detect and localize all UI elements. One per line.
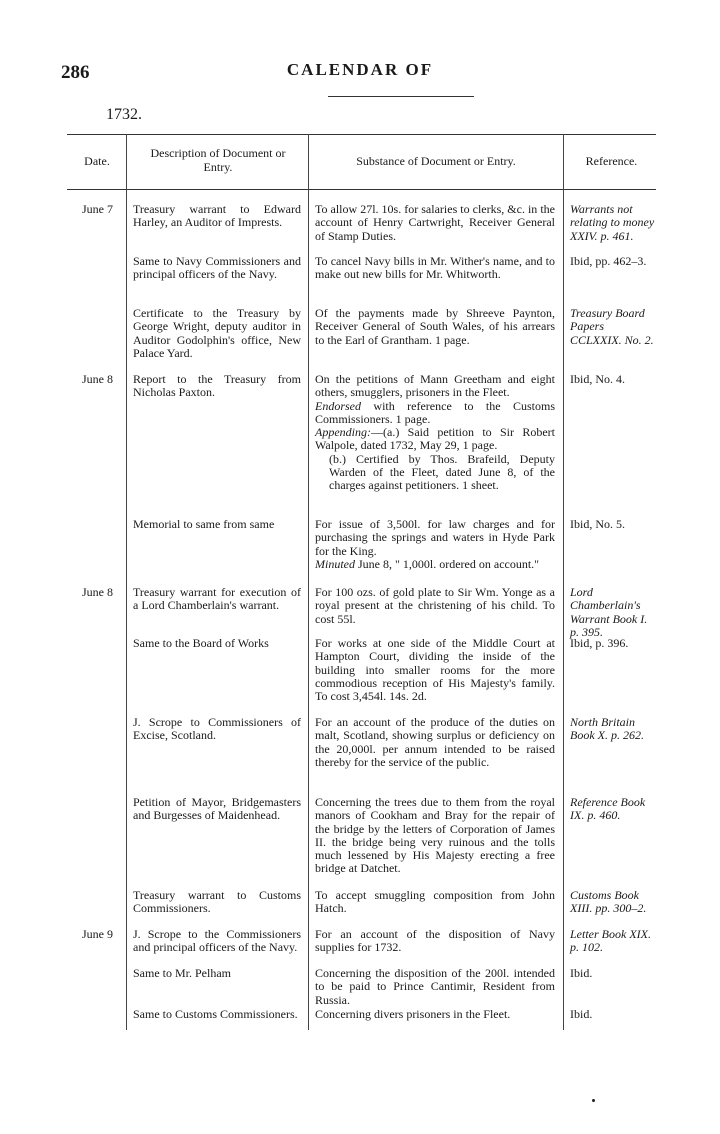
entry-description: Memorial to same from same (133, 517, 275, 531)
substance-paragraph: Concerning the trees due to them from the royal manors of Cookham and Bray for the repair of the bridge by the letters of Corporation of James II. the bridge being very ruinous and the tolls much lessened by His Majesty erecting a free bridge at Datchet. (315, 795, 555, 876)
column-divider (308, 134, 309, 1030)
header-substance: Substance of Document or Entry. (356, 154, 516, 168)
substance-paragraph: To allow 27l. 10s. for salaries to clerks, &c. in the account of Henry Cartwright, Receiver General of Stamp Duties. (315, 202, 555, 243)
table-top-rule (67, 134, 656, 135)
entry-description: Treasury warrant to Edward Harley, an Auditor of Imprests. (133, 202, 301, 230)
entry-substance (315, 928, 555, 955)
substance-paragraph: Appending:—(a.) Said petition to Sir Robert Walpole, dated 1732, May 29, 1 page. (315, 425, 555, 453)
entry-substance (315, 307, 555, 347)
entry-substance (315, 716, 555, 769)
entry-reference: Ibid, pp. 462–3. (570, 254, 647, 268)
entry-reference: North Britain Book X. p. 262. (570, 715, 644, 743)
printer-mark (592, 1099, 595, 1102)
entry-description: Treasury warrant for execution of a Lord Chamberlain's warrant. (133, 585, 301, 613)
entry-reference: Ibid. (570, 966, 593, 980)
entry-description: Same to Navy Commissioners and principal officers of the Navy. (133, 254, 301, 282)
header-reference: Reference. (585, 154, 638, 168)
entry-description: Petition of Mayor, Bridgemasters and Burgesses of Maidenhead. (133, 795, 301, 823)
page-number: 286 (61, 62, 90, 83)
substance-paragraph: For an account of the disposition of Navy supplies for 1732. (315, 927, 555, 955)
entry-reference: Letter Book XIX. p. 102. (570, 927, 651, 955)
entry-substance (315, 203, 555, 243)
title-rule (328, 96, 474, 97)
entry-reference: Customs Book XIII. pp. 300–2. (570, 888, 647, 916)
running-title: CALENDAR OF (286, 60, 434, 79)
substance-paragraph: To cancel Navy bills in Mr. Wither's name, and to make out new bills for Mr. Whitworth. (315, 254, 555, 282)
year-heading: 1732. (106, 106, 142, 123)
substance-paragraph: For an account of the produce of the duties on malt, Scotland, showing surplus or deficiency on the 20,000l. per annum intended to be raised thereby for the service of the public. (315, 715, 555, 769)
entry-reference: Ibid, No. 5. (570, 517, 625, 531)
entry-substance (315, 518, 555, 571)
entry-description: Same to the Board of Works (133, 636, 269, 650)
entry-substance (315, 255, 555, 282)
entry-reference: Ibid. (570, 1007, 593, 1021)
entry-date: June 8 (82, 372, 113, 386)
substance-paragraph: Concerning the disposition of the 200l. intended to be paid to Prince Cantimir, Resident from Russia. (315, 966, 555, 1007)
entry-substance (315, 796, 555, 876)
substance-paragraph: For issue of 3,500l. for law charges and for purchasing the springs and waters in Hyde Park for the King. (315, 517, 555, 558)
entry-description: J. Scrope to Commissioners of Excise, Scotland. (133, 715, 301, 743)
entry-substance (315, 373, 555, 493)
entry-reference: Treasury Board Papers CCLXXIX. No. 2. (570, 306, 654, 347)
entry-reference: Lord Chamberlain's Warrant Book I. p. 395. (570, 585, 648, 639)
entry-reference: Reference Book IX. p. 460. (570, 795, 646, 823)
substance-paragraph: For 100 ozs. of gold plate to Sir Wm. Yonge as a royal present at the christening of his child. To cost 55l. (315, 585, 555, 626)
entry-reference: Ibid, p. 396. (570, 636, 629, 650)
substance-paragraph: On the petitions of Mann Greetham and eight others, smugglers, prisoners in the Fleet. (315, 372, 555, 400)
entry-description: Same to Mr. Pelham (133, 966, 231, 980)
entry-reference: Warrants not relating to money XXIV. p. 461. (570, 202, 655, 243)
entry-date: June 9 (82, 927, 113, 941)
entry-substance (315, 889, 555, 916)
entry-description: Report to the Treasury from Nicholas Paxton. (133, 372, 301, 400)
substance-paragraph: For works at one side of the Middle Court at Hampton Court, dividing the inside of the building into smaller rooms for the more commodious reception of His Majesty's family. To cost 3,454l. 14s. 2d. (315, 636, 555, 704)
entry-description: Same to Customs Commissioners. (133, 1007, 298, 1021)
header-date: Date. (84, 154, 110, 168)
header-bottom-rule (67, 189, 656, 190)
entry-description: Certificate to the Treasury by George Wright, deputy auditor in Auditor Godolphin's office, New Palace Yard. (133, 306, 301, 360)
column-divider (563, 134, 564, 1030)
substance-paragraph: Minuted June 8, " 1,000l. ordered on account." (315, 556, 540, 571)
entry-description: J. Scrope to the Commissioners and principal officers of the Navy. (133, 927, 301, 955)
entry-date: June 8 (82, 585, 113, 599)
entry-substance (315, 1008, 555, 1021)
substance-paragraph: To accept smuggling composition from John Hatch. (315, 888, 555, 916)
entry-substance (315, 967, 555, 1007)
entry-date: June 7 (82, 202, 113, 216)
header-description: Description of Document or Entry. (150, 146, 286, 174)
substance-paragraph: Endorsed with reference to the Customs Commissioners. 1 page. (315, 398, 555, 426)
entry-reference: Ibid, No. 4. (570, 372, 625, 386)
entry-description: Treasury warrant to Customs Commissioners. (133, 888, 301, 916)
substance-paragraph: Concerning divers prisoners in the Fleet. (315, 1007, 511, 1021)
entry-substance (315, 586, 555, 626)
column-divider (126, 134, 127, 1030)
entry-substance (315, 637, 555, 703)
substance-paragraph: Of the payments made by Shreeve Paynton, Receiver General of South Wales, of his arrears to the Earl of Grantham. 1 page. (315, 306, 555, 347)
substance-paragraph: (b.) Certified by Thos. Brafeild, Deputy Warden of the Fleet, dated June 8, of the charges against petitioners. 1 sheet. (329, 451, 555, 493)
